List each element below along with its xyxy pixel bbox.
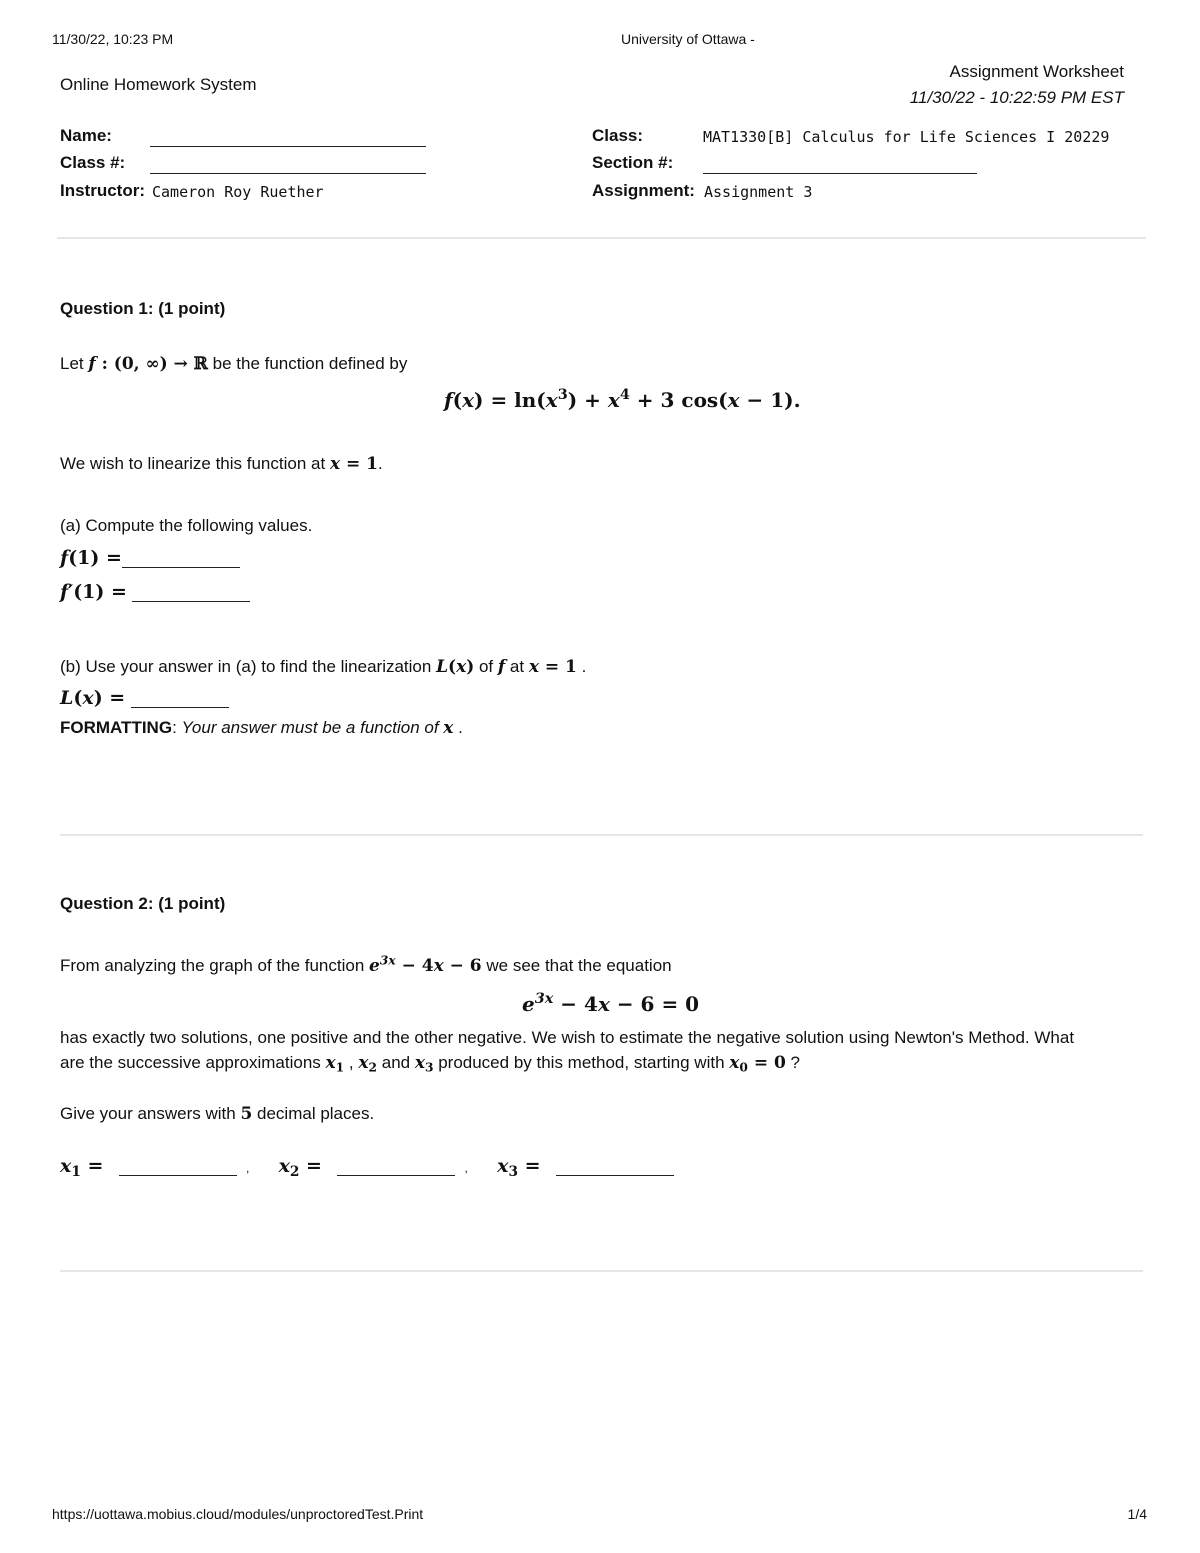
formatting-text: Your answer must be a function of — [181, 718, 444, 737]
x2-answer-math: $x_2$ = — [278, 1155, 322, 1181]
q2-body-line-2 — [60, 1053, 800, 1073]
fprime1-math: f′(1) = — [60, 581, 127, 603]
decimal-count: 5 — [240, 1104, 253, 1124]
formatting-colon: : — [172, 718, 182, 737]
q2-answers-row — [60, 1155, 674, 1181]
system-name: Online Homework System — [60, 75, 257, 94]
q1-intro-post: be the function defined by — [207, 354, 408, 373]
q2-body-line-1: has exactly two solutions, one positive and the other negative. We wish to estimate the negative solution using Newton's Method. What — [60, 1028, 1075, 1047]
section-label: Section #: — [592, 153, 674, 172]
section-blank — [703, 173, 977, 174]
f1-answer-row — [60, 547, 240, 570]
q1-intro-pre: Let — [60, 354, 89, 373]
f1-answer-blank — [122, 548, 240, 568]
question-1-divider — [60, 834, 1143, 836]
q1-part-b-pre: (b) Use your answer in (a) to find the linearization — [60, 657, 437, 676]
q2-body2-comma: , — [344, 1053, 359, 1072]
x3-answer-math: $x_3$ = — [497, 1155, 541, 1181]
lx-math: L(x) = — [60, 687, 126, 709]
q1-intro — [60, 354, 407, 374]
x3-math: $x_3$ — [414, 1053, 434, 1075]
function-domain-math: f : (0, ∞) → ℝ — [88, 354, 208, 374]
class-value: MAT1330[B] Calculus for Life Sciences I 20229 — [703, 128, 1110, 146]
name-blank — [150, 146, 426, 147]
header-divider — [57, 237, 1146, 239]
q2-body2-mid: produced by this method, starting with — [433, 1053, 730, 1072]
assignment-label: Assignment: — [592, 181, 695, 200]
point-math: x = 1 — [329, 454, 378, 474]
f-math: f — [497, 657, 506, 677]
x3-answer-blank — [556, 1156, 674, 1176]
q1-part-b-mid2: at — [505, 657, 529, 676]
class-label: Class: — [592, 126, 644, 145]
lx-answer-blank — [131, 688, 229, 708]
x1-separator: , — [245, 1161, 250, 1175]
x2-math: $x_2$ — [358, 1053, 378, 1075]
q2-decimal-places — [60, 1104, 374, 1124]
decimal-pre: Give your answers with — [60, 1104, 241, 1123]
equation-math-q2: $e^{3x} - 4x - 6 = 0$ — [522, 990, 700, 1016]
q2-body2-and: and — [377, 1053, 415, 1072]
lx-answer-row — [60, 687, 229, 710]
function-definition-math: $f(x) = \ln(x^3) + x^4 + 3$ cos(x − 1). — [444, 386, 801, 412]
q1-formatting-note — [60, 718, 463, 738]
q2-body2-post: ? — [785, 1053, 801, 1072]
q2-body2-pre: are the successive approximations — [60, 1053, 326, 1072]
question-2-title: Question 2: (1 point) — [60, 894, 226, 913]
point-math-b: x = 1 — [528, 657, 577, 677]
q1-part-b-post: . — [576, 657, 587, 676]
instructor-value: Cameron Roy Ruether — [152, 183, 324, 201]
print-page-title: University of Ottawa - — [621, 31, 755, 47]
x1-math: $x_1$ — [325, 1053, 345, 1075]
decimal-post: decimal places. — [252, 1104, 375, 1123]
function-math-q2: $e^{3x} - 4x - 6$ — [369, 953, 482, 976]
class-num-blank — [150, 173, 426, 174]
fprime1-answer-row — [60, 581, 250, 604]
formatting-label: FORMATTING — [60, 718, 173, 737]
x2-answer-blank — [337, 1156, 455, 1176]
worksheet-timestamp: 11/30/22 - 10:22:59 PM EST — [909, 88, 1124, 107]
q1-part-b-mid1: of — [474, 657, 498, 676]
q2-intro-pre: From analyzing the graph of the function — [60, 956, 370, 975]
page-url: https://uottawa.mobius.cloud/modules/unproctoredTest.Print — [52, 1506, 424, 1522]
q2-intro-post: we see that the equation — [481, 956, 672, 975]
instructor-label: Instructor: — [60, 181, 145, 200]
worksheet-title: Assignment Worksheet — [949, 62, 1124, 81]
page-number: 1/4 — [1127, 1506, 1147, 1522]
formatting-post: . — [453, 718, 463, 737]
print-datetime: 11/30/22, 10:23 PM — [52, 31, 174, 47]
name-label: Name: — [60, 126, 112, 145]
q1-part-b-text — [60, 657, 586, 677]
q1-lin-pre: We wish to linearize this function at — [60, 454, 330, 473]
class-num-label: Class #: — [60, 153, 126, 172]
fprime1-answer-blank — [132, 582, 250, 602]
question-2-divider — [60, 1270, 1143, 1272]
x-math: x — [443, 718, 454, 738]
q2-intro — [60, 953, 672, 976]
question-1-title: Question 1: (1 point) — [60, 299, 226, 318]
x2-separator: , — [464, 1161, 468, 1175]
x0-math: $x_0 = 0$ — [729, 1053, 786, 1075]
f1-math: f(1) = — [60, 547, 122, 569]
q1-lin-post: . — [378, 454, 383, 473]
decimal-count-math — [240, 1104, 252, 1124]
x1-answer-math: $x_1$ = — [60, 1155, 104, 1181]
assignment-value: Assignment 3 — [704, 183, 813, 201]
q1-part-a-text: (a) Compute the following values. — [60, 516, 313, 535]
q1-linearize-text — [60, 454, 383, 474]
x1-answer-blank — [119, 1156, 237, 1176]
linearization-math: L(x) — [436, 657, 475, 677]
